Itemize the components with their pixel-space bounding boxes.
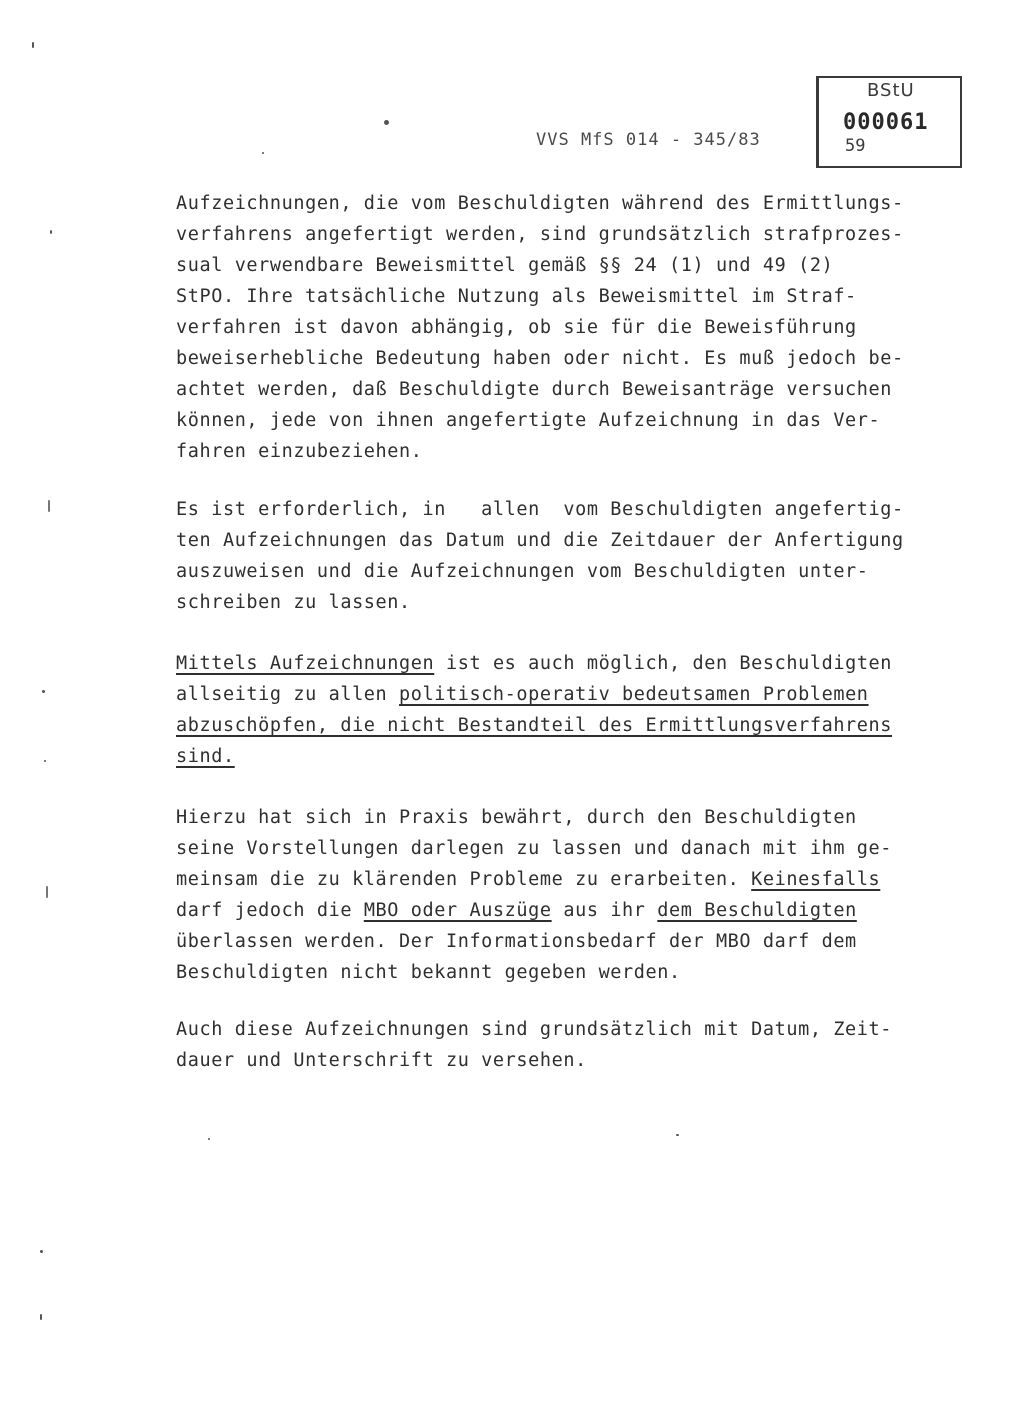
- underlined-text: politisch-operativ bedeutsamen Problemen: [399, 684, 869, 705]
- text-line: [176, 864, 936, 895]
- underlined-text: abzuschöpfen, die nicht Bestandteil des Ermittlungsverfahrens: [176, 715, 893, 736]
- archive-stamp: [816, 76, 962, 168]
- text-line: können, jede von ihnen angefertigte Aufzeichnung in das Ver-: [176, 410, 881, 431]
- text-line: [176, 710, 936, 741]
- text-line: achtet werden, daß Beschuldigte durch Beweisanträge versuchen: [176, 379, 893, 400]
- scan-speck: [46, 886, 48, 898]
- underlined-text: Keinesfalls: [751, 869, 881, 890]
- text-fragment: allseitig zu allen: [176, 684, 400, 705]
- scan-speck: [50, 230, 52, 234]
- text-line: Es ist erforderlich, in allen vom Beschuldigten angefertig-: [176, 499, 904, 520]
- paragraph-4: [176, 802, 936, 988]
- scan-speck: [44, 760, 46, 762]
- scan-speck: [676, 1134, 679, 1136]
- text-line: seine Vorstellungen darlegen zu lassen und danach mit ihm ge-: [176, 838, 893, 859]
- text-line: verfahrens angefertigt werden, sind grundsätzlich strafprozes-: [176, 224, 904, 245]
- scan-speck: [40, 1250, 43, 1253]
- text-fragment: ist es auch möglich, den Beschuldigten: [434, 653, 893, 674]
- text-line: sual verwendbare Beweismittel gemäß §§ 24 (1) und 49 (2): [176, 255, 834, 276]
- text-fragment: darf jedoch die: [176, 900, 364, 921]
- underlined-text: dem Beschuldigten: [657, 900, 857, 921]
- paragraph-1: [176, 188, 936, 467]
- paragraph-5: [176, 1014, 936, 1076]
- text-line: fahren einzubeziehen.: [176, 441, 423, 462]
- paragraph-2: [176, 494, 936, 618]
- scan-speck: [384, 120, 389, 125]
- text-fragment: meinsam die zu klärenden Probleme zu erarbeiten.: [176, 869, 752, 890]
- scan-speck: [48, 500, 50, 512]
- underlined-text: MBO oder Auszüge: [363, 900, 552, 921]
- stamp-number: 000061: [843, 110, 929, 135]
- text-line: schreiben zu lassen.: [176, 592, 411, 613]
- text-line: auszuweisen und die Aufzeichnungen vom Beschuldigten unter-: [176, 561, 869, 582]
- paragraph-3: [176, 648, 936, 772]
- text-line: beweiserhebliche Bedeutung haben oder nicht. Es muß jedoch be-: [176, 348, 904, 369]
- text-line: ten Aufzeichnungen das Datum und die Zeitdauer der Anfertigung: [176, 530, 904, 551]
- text-line: [176, 895, 936, 926]
- text-line: Auch diese Aufzeichnungen sind grundsätzlich mit Datum, Zeit-: [176, 1019, 893, 1040]
- text-fragment: aus ihr: [551, 900, 658, 921]
- text-line: [176, 741, 936, 772]
- scan-speck: [208, 1138, 210, 1140]
- underlined-text: Mittels Aufzeichnungen: [176, 653, 435, 674]
- scan-speck: [262, 152, 264, 154]
- text-line: [176, 648, 936, 679]
- text-line: Aufzeichnungen, die vom Beschuldigten während des Ermittlungs-: [176, 193, 904, 214]
- text-line: überlassen werden. Der Informationsbedarf der MBO darf dem: [176, 931, 857, 952]
- text-line: dauer und Unterschrift zu versehen.: [176, 1050, 587, 1071]
- page-number: 59: [845, 136, 866, 156]
- scan-speck: [42, 690, 45, 693]
- scan-speck: [32, 42, 34, 48]
- document-reference: VVS MfS 014 - 345/83: [536, 130, 761, 150]
- scan-speck: [40, 1314, 42, 1320]
- text-line: [176, 679, 936, 710]
- stamp-title: BStU: [867, 80, 915, 101]
- text-line: StPO. Ihre tatsächliche Nutzung als Beweismittel im Straf-: [176, 286, 857, 307]
- underlined-text: sind.: [176, 746, 235, 767]
- text-line: Hierzu hat sich in Praxis bewährt, durch den Beschuldigten: [176, 807, 857, 828]
- text-line: Beschuldigten nicht bekannt gegeben werden.: [176, 962, 681, 983]
- text-line: verfahren ist davon abhängig, ob sie für die Beweisführung: [176, 317, 857, 338]
